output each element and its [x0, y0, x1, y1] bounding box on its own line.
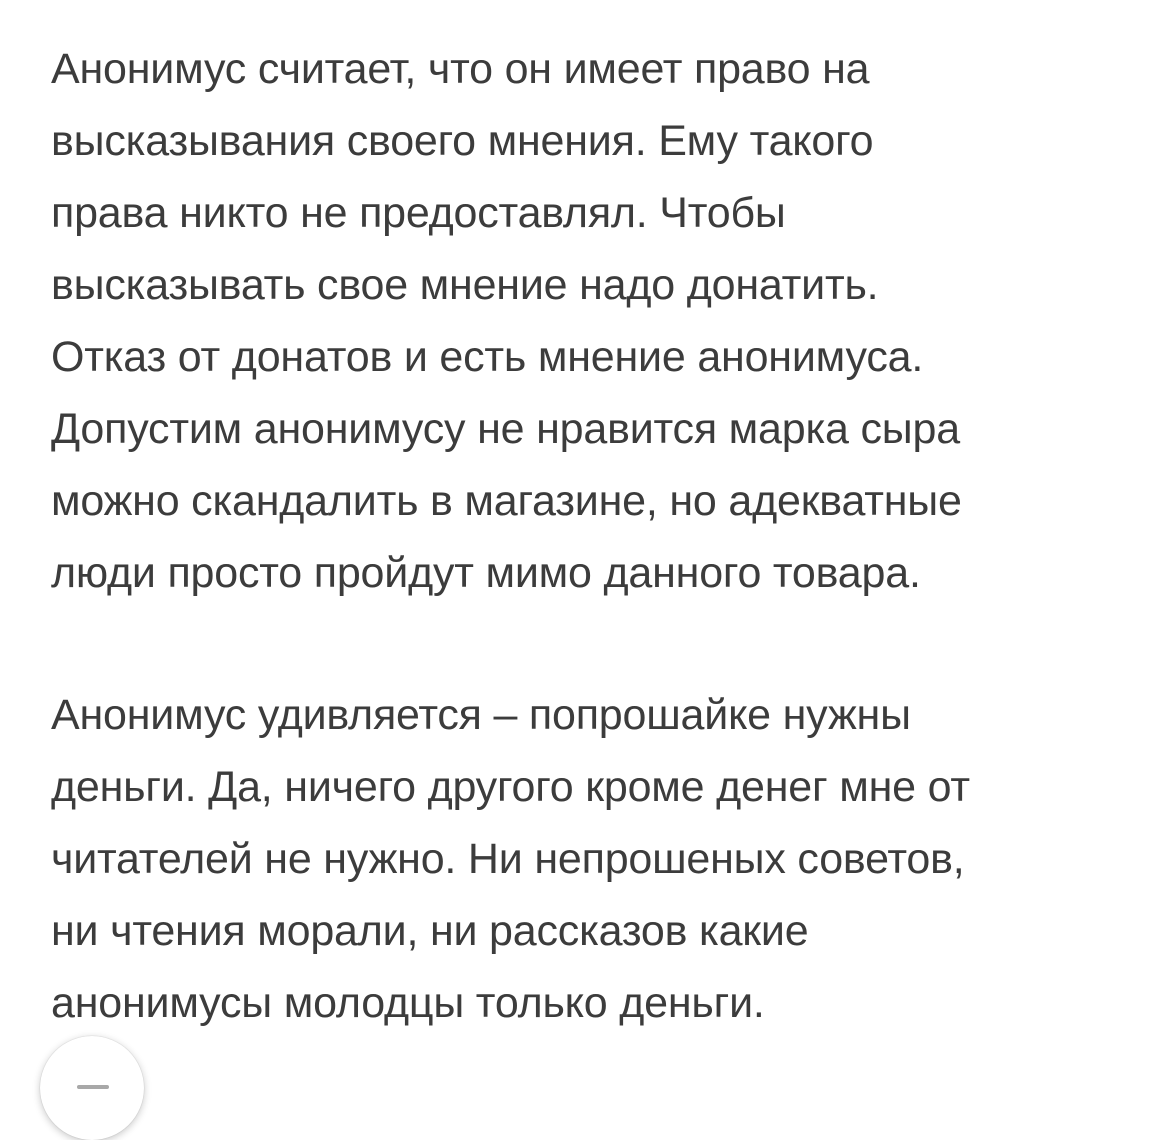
collapse-button[interactable]	[40, 1036, 144, 1140]
text-line: Анонимус считает, что он имеет право на	[51, 45, 870, 93]
minus-icon	[77, 1085, 109, 1089]
text-line: Анонимус удивляется – попрошайке нужны	[51, 691, 911, 739]
text-line: ни чтения морали, ни рассказов какие	[51, 907, 809, 955]
text-line: Допустим анонимусу не нравится марка сыра	[51, 405, 960, 453]
text-line: Отказ от донатов и есть мнение анонимуса.	[51, 333, 924, 381]
text-line: высказывания своего мнения. Ему такого	[51, 117, 874, 165]
text-line: права никто не предоставлял. Чтобы	[51, 189, 786, 237]
text-line: читателей не нужно. Ни непрошеных советов,	[51, 835, 965, 883]
text-line: можно скандалить в магазине, но адекватные	[51, 477, 962, 525]
text-line: деньги. Да, ничего другого кроме денег мне от	[51, 763, 970, 811]
paragraph	[51, 679, 970, 1039]
text-line: люди просто пройдут мимо данного товара.	[51, 549, 921, 597]
text-line: анонимусы молодцы только деньги.	[51, 979, 765, 1027]
text-line: высказывать свое мнение надо донатить.	[51, 261, 879, 309]
paragraph	[51, 33, 962, 609]
